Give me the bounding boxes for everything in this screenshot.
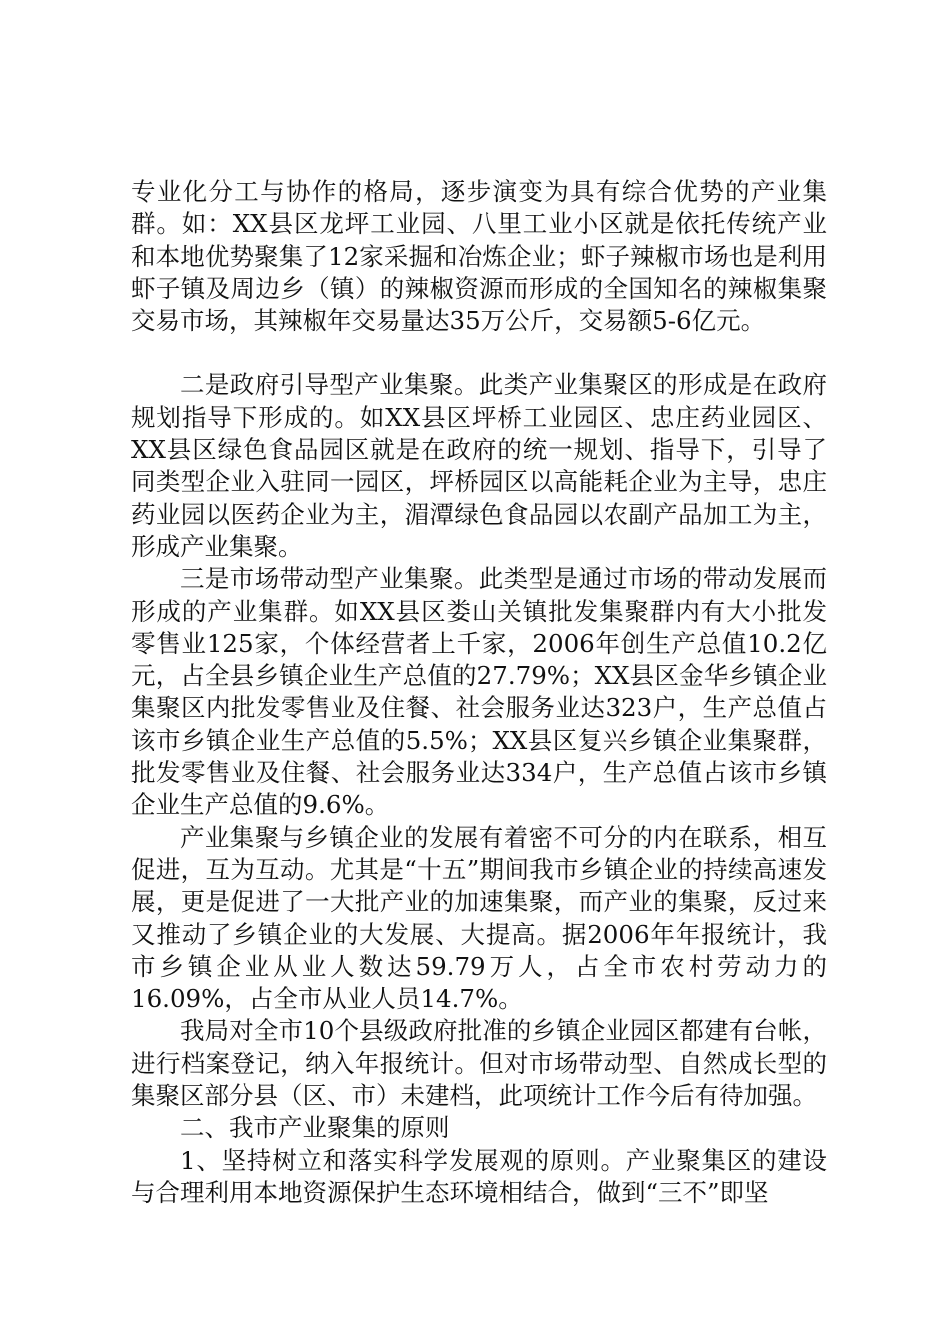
document-body [131,176,827,1209]
section-heading-principles: 二、我市产业聚集的原则 [180,1113,450,1143]
paragraph-statistics-records: 我局对全市10个县级政府批准的乡镇企业园区都建有台帐，进行档案登记，纳入年报统计。但对市场带动型、自然成长型的集聚区部分县（区、市）未建档，此项统计工作今后有待加强。 [131,1016,827,1111]
paragraph-industry-cluster-relation: 产业集聚与乡镇企业的发展有着密不可分的内在联系，相互促进，互为互动。尤其是“十五”期间我市乡镇企业的持续高速发展，更是促进了一大批产业的加速集聚，而产业的集聚，反过来又推动了乡镇企业的大发展、大提高。据2006年年报统计，我市乡镇企业从业人数达59.79万人，占全市农村劳动力的16.09%，占全市从业人员14.7%。 [131,822,827,1014]
paragraph-spacer [131,337,827,369]
paragraph-market-driven: 三是市场带动型产业集聚。此类型是通过市场的带动发展而形成的产业集群。如XX县区娄山关镇批发集聚群内有大小批发零售业125家，个体经营者上千家，2006年创生产总值10.2亿元，占全县乡镇企业生产总值的27.79%；XX县区金华乡镇企业集聚区内批发零售业及住餐、社会服务业达323户，生产总值占该市乡镇企业生产总值的5.5%；XX县区复兴乡镇企业集聚群，批发零售业及住餐、社会服务业达334户，生产总值占该市乡镇企业生产总值的9.6%。 [131,564,827,820]
paragraph-government-guided: 二是政府引导型产业集聚。此类产业集聚区的形成是在政府规划指导下形成的。如XX县区坪桥工业园区、忠庄药业园区、XX县区绿色食品园区就是在政府的统一规划、指导下，引导了同类型企业入驻同一园区，坪桥园区以高能耗企业为主导，忠庄药业园以医药企业为主，湄潭绿色食品园以农副产品加工为主，形成产业集聚。 [131,370,827,561]
paragraph-principle-one: 1、坚持树立和落实科学发展观的原则。产业聚集区的建设与合理利用本地资源保护生态环境相结合，做到“三不”即坚 [131,1145,827,1207]
paragraph-continued: 专业化分工与协作的格局，逐步演变为具有综合优势的产业集群。如：XX县区龙坪工业园、八里工业小区就是依托传统产业和本地优势聚集了12家采掘和冶炼企业；虾子辣椒市场也是利用虾子镇及周边乡（镇）的辣椒资源而形成的全国知名的辣椒集聚交易市场，其辣椒年交易量达35万公斤，交易额5-6亿元。 [131,177,827,336]
